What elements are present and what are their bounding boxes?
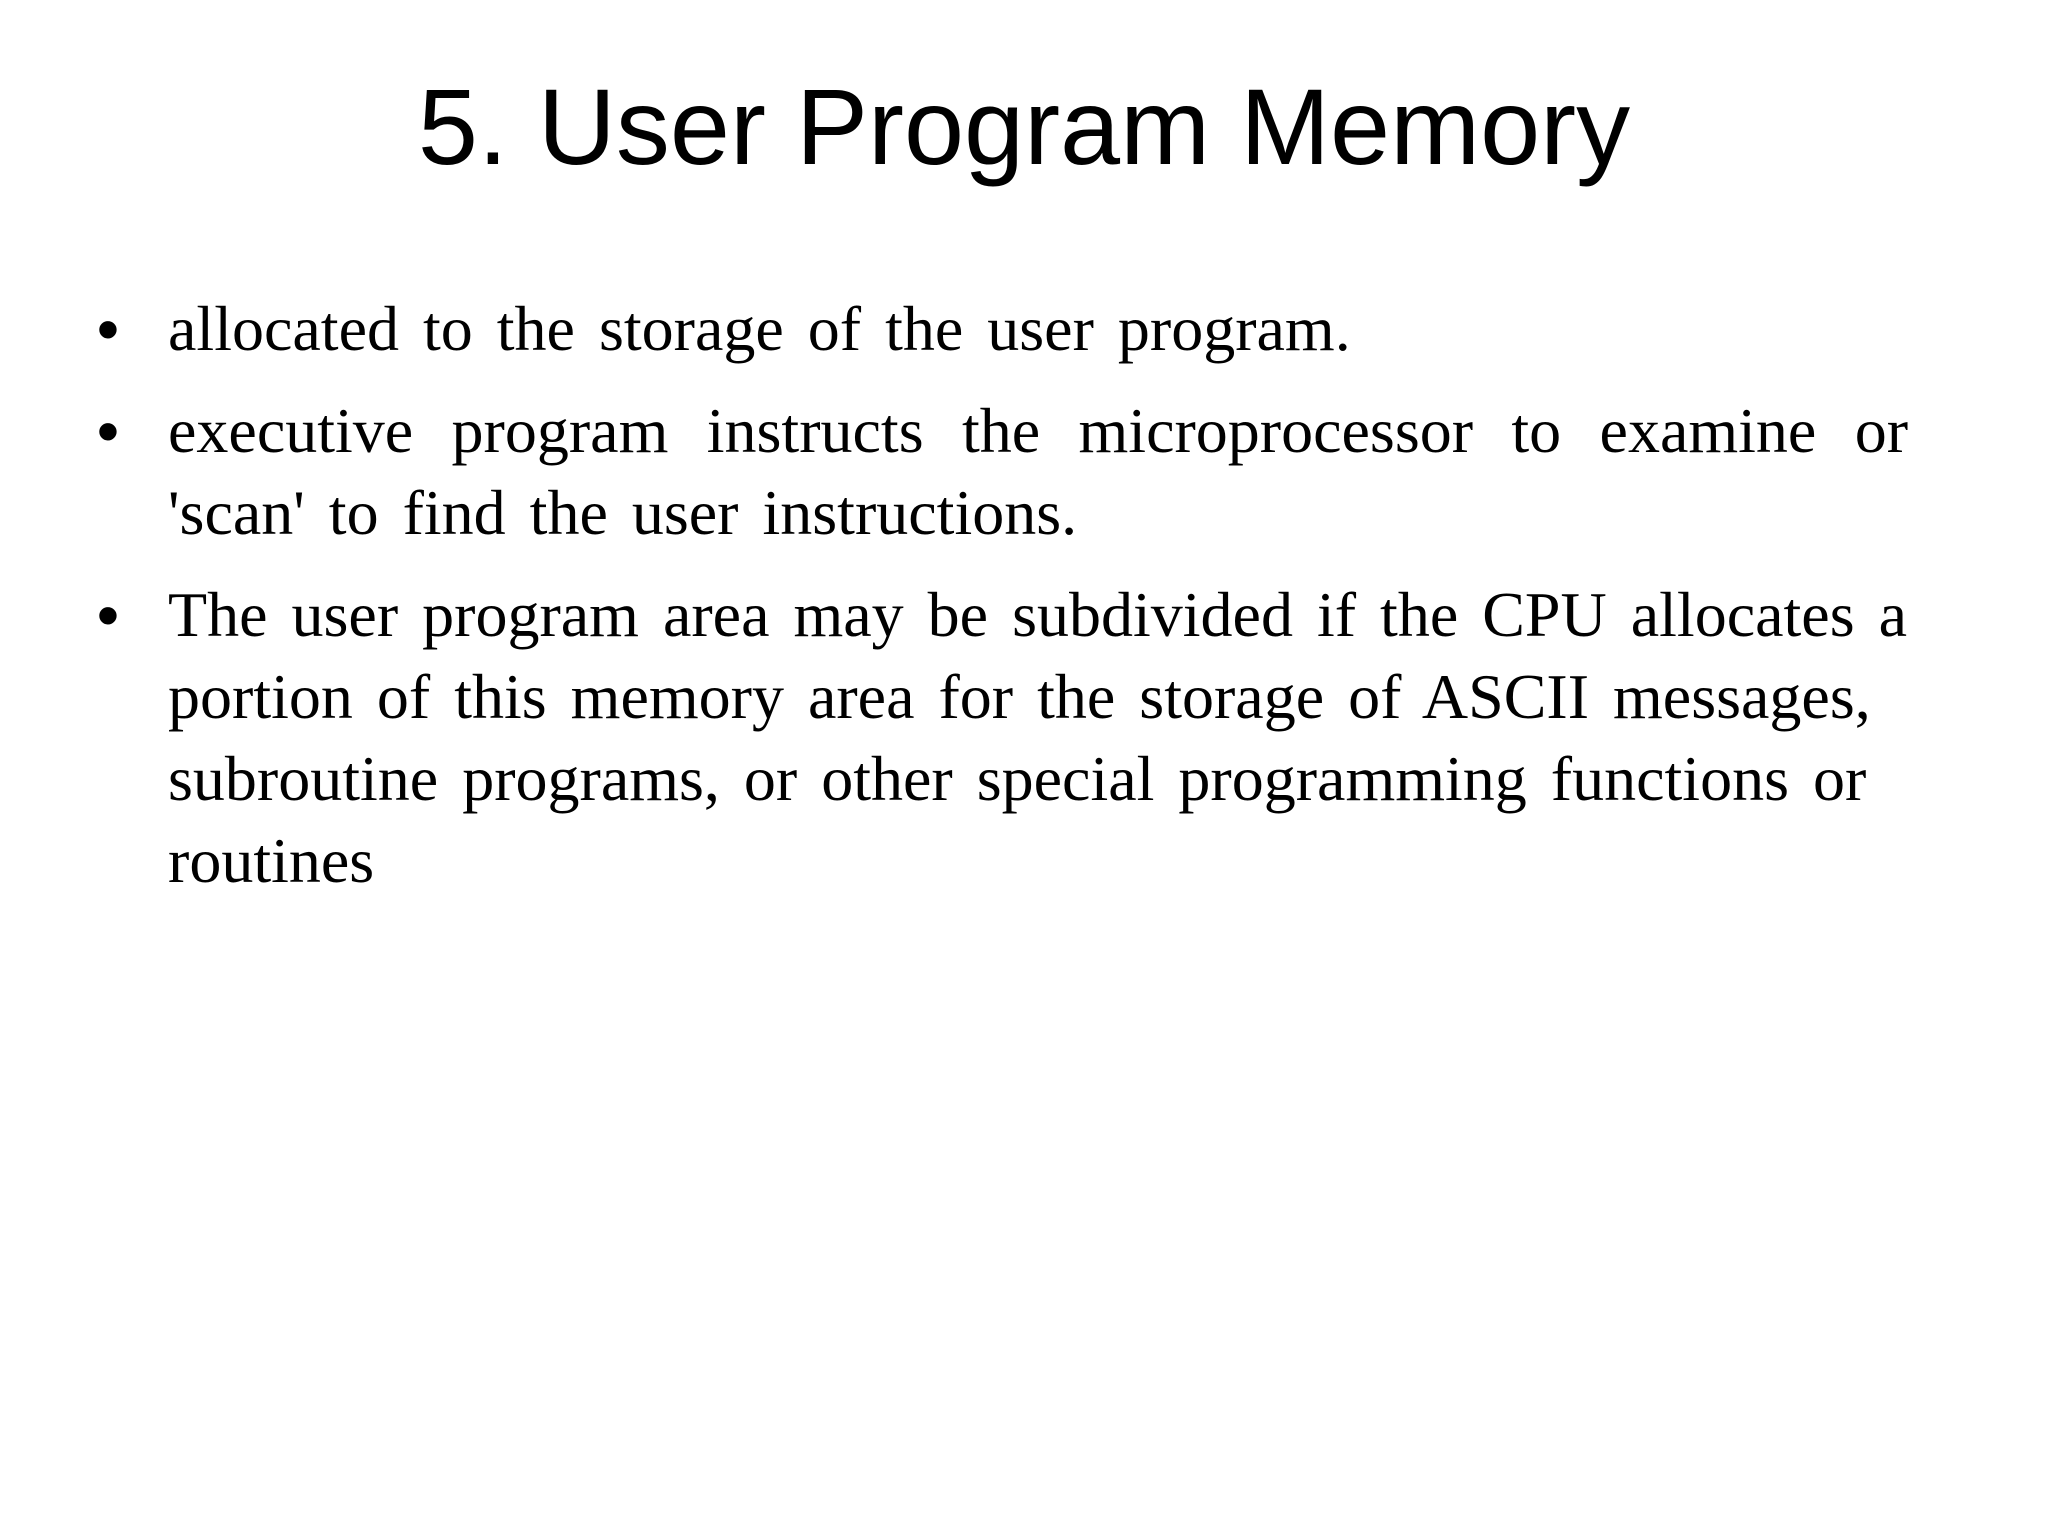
bullet-text: The user program area may be subdivided if the CPU allocates a portion of this memory area for the storage of ASCII messages, subroutine programs, or other special programming functions or routines — [168, 579, 1907, 896]
bullet-item — [96, 574, 1908, 902]
bullet-icon: • — [96, 293, 120, 365]
bullet-text: allocated to the storage of the user program. — [168, 293, 1351, 364]
bullet-text: executive program instructs the microprocessor to examine or 'scan' to find the user instructions. — [168, 395, 1908, 548]
bullet-icon: • — [96, 579, 120, 651]
slide-title: 5. User Program Memory — [417, 66, 1631, 187]
bullet-icon: • — [96, 395, 120, 467]
bullet-item — [96, 288, 1908, 370]
bullet-item — [96, 390, 1908, 554]
bullet-list — [96, 288, 1908, 922]
